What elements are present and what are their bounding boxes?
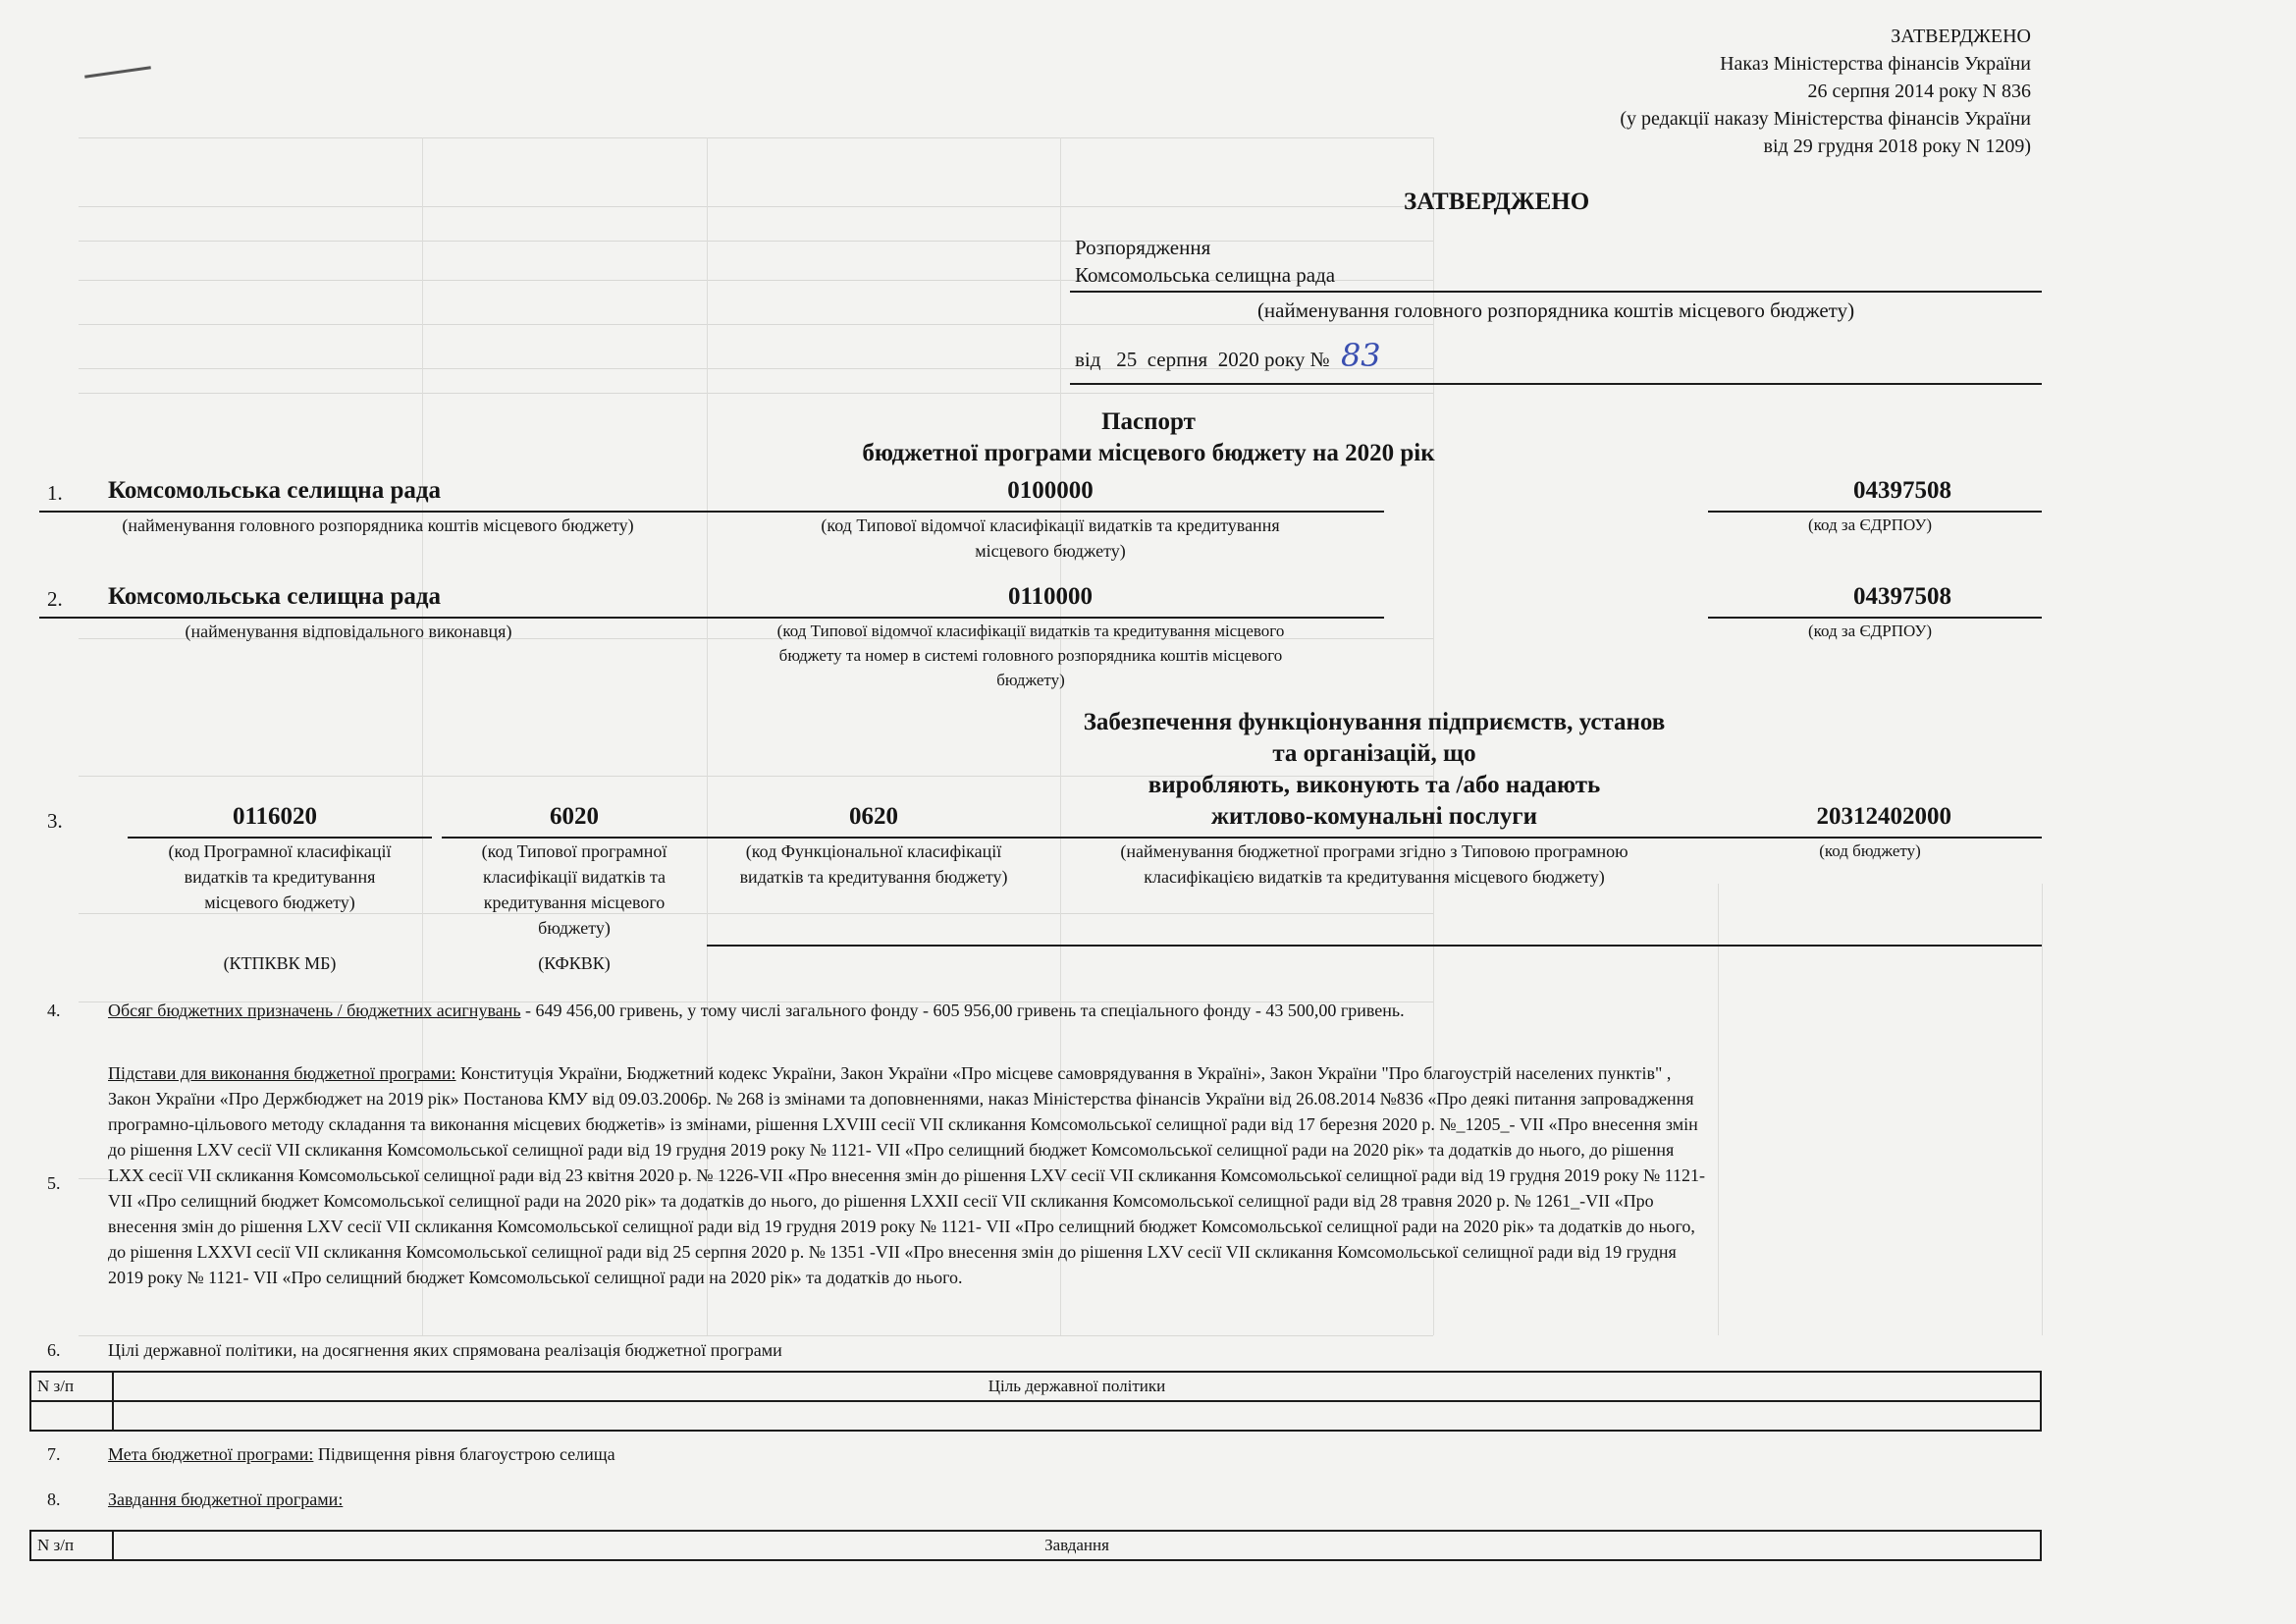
main-manager-code-caption-1: (код Типової відомчої класифікації видатків та кредитування <box>821 515 1280 535</box>
policy-goals-table <box>29 1371 2042 1432</box>
program-name-line1: Забезпечення функціонування підприємств, установ <box>1083 709 1666 735</box>
section-8-number: 8. <box>47 1489 61 1509</box>
program-tasks-label: Завдання бюджетної програми: <box>108 1489 344 1509</box>
executor-code-caption-1: (код Типової відомчої класифікації видатків та кредитування місцевого <box>776 622 1285 640</box>
approval-org-caption: (найменування головного розпорядника коштів місцевого бюджету) <box>1256 298 1855 322</box>
tpkvk-abbr: (КФКВК) <box>538 953 611 973</box>
tasks-col-num: N з/п <box>30 1531 113 1560</box>
fkvk-code: 0620 <box>849 803 898 830</box>
basis-line-2: Закон України «Про Держбюджет на 2019 рік» Постанова КМУ від 09.03.2006р. № 268 із змінами та доповненнями, наказ Міністерства фінансів України від 26.08.2014 №836 «Про деякі питання запровадження <box>108 1089 1694 1109</box>
program-purpose <box>108 1441 615 1467</box>
policy-goals-empty-goal <box>113 1401 2041 1431</box>
basis-line-1: Підстави для виконання бюджетної програми: Конституція України, Бюджетний кодекс України, Закон України «Про місцеве самоврядування в Україні», Закон України "Про благоустрій населених пунктів" , <box>108 1063 1672 1083</box>
approval-top-line2: 26 серпня 2014 року N 836 <box>1807 81 2031 102</box>
section-6-number: 6. <box>47 1340 61 1360</box>
section-2-number: 2. <box>47 587 63 611</box>
approval-top-line3: (у редакції наказу Міністерства фінансів України <box>1620 108 2031 130</box>
tasks-col-task: Завдання <box>113 1531 2041 1560</box>
program-name-line3: виробляють, виконують та /або надають <box>1148 772 1601 798</box>
main-manager-edrpou-caption: (код за ЄДРПОУ) <box>1807 515 1933 534</box>
section-5-number: 5. <box>47 1173 61 1193</box>
budget-code: 20312402000 <box>1816 803 1951 830</box>
policy-goals-label: Цілі державної політики, на досягнення яких спрямована реалізація бюджетної програми <box>108 1340 782 1360</box>
section-4-number: 4. <box>47 1001 61 1020</box>
program-caption-2: класифікацією видатків та кредитування місцевого бюджету) <box>1144 867 1605 887</box>
approval-top-line4: від 29 грудня 2018 року N 1209) <box>1763 135 2031 157</box>
section-1-number: 1. <box>47 481 63 505</box>
main-manager-code: 0100000 <box>1007 477 1094 504</box>
section-3-number: 3. <box>47 809 63 833</box>
executor-name: Комсомольська селищна рада <box>108 583 442 610</box>
ktpkvk-code: 0116020 <box>232 803 318 830</box>
executor-code-caption-2: бюджету та номер в системі головного розпорядника коштів місцевого <box>778 646 1283 665</box>
date-day: 25 <box>1116 348 1138 371</box>
fkvk-caption-1: (код Функціональної класифікації <box>745 841 1002 861</box>
tpkvk-caption-2: класифікації видатків та <box>482 867 667 887</box>
program-name-line4: житлово-комунальні послуги <box>1210 803 1538 830</box>
tpkvk-code: 6020 <box>550 803 599 830</box>
passport-subtitle: бюджетної програми місцевого бюджету на 2020 рік <box>862 440 1435 466</box>
approval-doc-type: Розпорядження <box>1075 236 1211 259</box>
approval-org-name: Комсомольська селищна рада <box>1075 263 1336 287</box>
basis-line-5: LXX сесії VII скликання Комсомольської селищної ради від 23 квітня 2020 р. № 1226-VII «Про внесення змін до рішення LXV сесії VII скликання Комсомольської селищної ради від 19 грудня 2019 року № 1121- <box>108 1165 1705 1185</box>
main-manager-code-caption-2: місцевого бюджету) <box>975 541 1126 561</box>
ktpkvk-caption-3: місцевого бюджету) <box>204 893 355 912</box>
basis-line-9: 2019 року № 1121- VII «Про селищний бюджет Комсомольської селищної ради на 2020 рік» та додатків до нього. <box>108 1268 963 1287</box>
basis-line-7: внесення змін до рішення LXV сесії VII скликання Комсомольської селищної ради від 19 грудня 2019 року № 1121- VII «Про селищний бюджет Комсомольської селищної ради на 2020 рік» та додатків до нього, <box>108 1217 1695 1236</box>
tpkvk-caption-4: бюджету) <box>538 918 611 938</box>
main-manager-caption: (найменування головного розпорядника коштів місцевого бюджету) <box>122 515 634 535</box>
program-purpose-label: Мета бюджетної програми: <box>108 1444 314 1464</box>
approval-date <box>1075 337 1381 374</box>
executor-caption: (найменування відповідального виконавця) <box>185 622 512 641</box>
basis-line-3: програмно-цільового методу складання та виконання місцевих бюджетів» із змінами, рішення LXVIII сесії VII скликання Комсомольської селищної ради від 17 березня 2020 р. №_1205_- VII «Про внесення змін <box>108 1114 1698 1134</box>
policy-goals-col-goal: Ціль державної політики <box>113 1372 2041 1401</box>
date-year: 2020 року № <box>1217 348 1330 371</box>
basis-line-4: до рішення LXV сесії VII скликання Комсомольської селищної ради від 19 грудня 2019 року № 1121- VII «Про селищний бюджет Комсомольської селищної ради на 2020 рік» та додатків до нього, до рішення <box>108 1140 1675 1160</box>
main-manager-edrpou: 04397508 <box>1853 477 1951 504</box>
budget-code-caption: (код бюджету) <box>1819 841 1921 860</box>
budget-allocation-label: Обсяг бюджетних призначень / бюджетних асигнувань <box>108 1001 521 1020</box>
basis-line-6: VII «Про селищний бюджет Комсомольської селищної ради на 2020 рік» та додатків до нього, до рішення LXXII сесії VII скликання Комсомольської селищної ради від 28 травня 2020 р. № 1261_-VII «Про <box>108 1191 1654 1211</box>
budget-allocation <box>108 998 1405 1023</box>
approval-top-line1: Наказ Міністерства фінансів України <box>1720 53 2031 75</box>
tpkvk-caption-1: (код Типової програмної <box>481 841 667 861</box>
ktpkvk-abbr: (КТПКВК МБ) <box>223 953 337 973</box>
program-caption-1: (найменування бюджетної програми згідно з Типовою програмною <box>1120 841 1629 861</box>
main-manager-name: Комсомольська селищна рада <box>108 477 442 504</box>
policy-goals-col-num: N з/п <box>30 1372 113 1401</box>
fkvk-caption-2: видатків та кредитування бюджету) <box>739 867 1008 887</box>
executor-code: 0110000 <box>1007 583 1094 610</box>
basis-line-8: до рішення LXXVI сесії VII скликання Комсомольської селищної ради від 25 серпня 2020 р. № 1351 -VII «Про внесення змін до рішення LXV сесії VII скликання Комсомольської селищної ради від 19 грудня <box>108 1242 1677 1262</box>
budget-allocation-text: - 649 456,00 гривень, у тому числі загального фонду - 605 956,00 гривень та спеціального фонду - 43 500,00 гривень. <box>520 1001 1405 1020</box>
date-prefix: від <box>1075 348 1101 371</box>
date-month: серпня <box>1147 348 1208 371</box>
executor-code-caption-3: бюджету) <box>996 671 1065 689</box>
ktpkvk-caption-2: видатків та кредитування <box>184 867 376 887</box>
tpkvk-caption-3: кредитування місцевого <box>483 893 666 912</box>
approval-top-title: ЗАТВЕРДЖЕНО <box>1891 26 2031 47</box>
basis-label: Підстави для виконання бюджетної програми: <box>108 1063 456 1083</box>
executor-edrpou: 04397508 <box>1853 583 1951 610</box>
handwritten-doc-number: 83 <box>1340 337 1381 374</box>
policy-goals-empty-num <box>30 1401 113 1431</box>
section-7-number: 7. <box>47 1444 61 1464</box>
program-tasks-table <box>29 1530 2042 1561</box>
ktpkvk-caption-1: (код Програмної класифікації <box>168 841 392 861</box>
program-name-line2: та організацій, що <box>1272 740 1476 767</box>
passport-title: Паспорт <box>1101 408 1196 435</box>
executor-edrpou-caption: (код за ЄДРПОУ) <box>1807 622 1933 640</box>
program-purpose-text: Підвищення рівня благоустрою селища <box>313 1444 615 1464</box>
approval-main-title: ЗАТВЕРДЖЕНО <box>1404 189 1590 215</box>
